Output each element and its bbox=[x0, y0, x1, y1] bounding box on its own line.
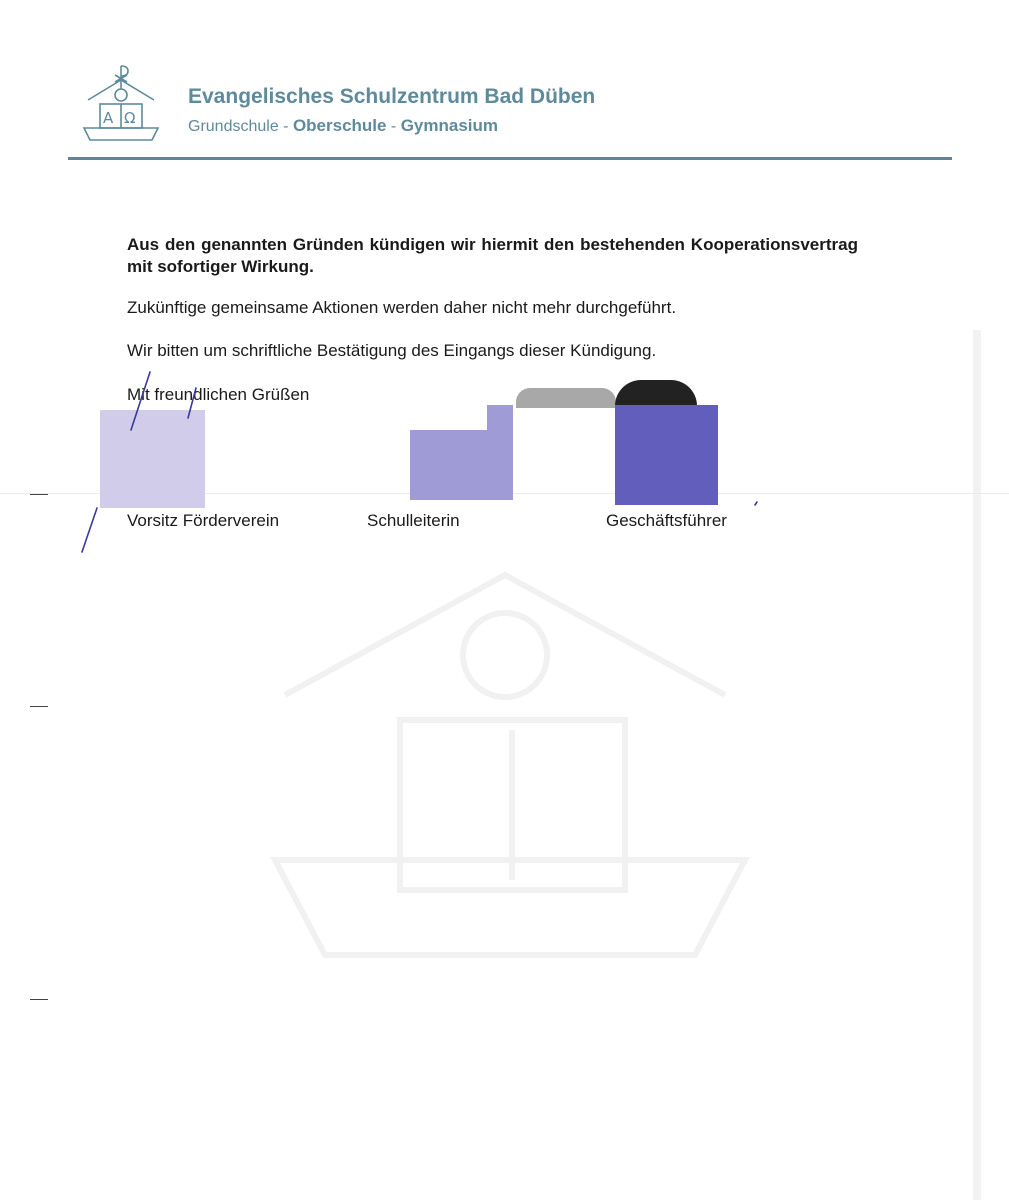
watermark-logo-icon bbox=[255, 555, 755, 975]
signature-label-schulleiterin: Schulleiterin bbox=[367, 511, 460, 530]
logo-omega-text: Ω bbox=[124, 109, 136, 127]
school-type-oberschule: Oberschule bbox=[292, 116, 387, 135]
separator: - bbox=[386, 118, 401, 135]
body-paragraph-confirmation: Wir bitten um schriftliche Bestätigung des Eingangs dieser Kündigung. bbox=[127, 341, 657, 360]
school-type-gymnasium: Gymnasium bbox=[400, 116, 499, 135]
school-name: Evangelisches Schulzentrum Bad Düben bbox=[188, 85, 596, 108]
separator: - bbox=[278, 118, 293, 135]
fold-mark bbox=[30, 999, 48, 1000]
punch-mark bbox=[30, 706, 48, 707]
signature-label-foerderverein: Vorsitz Förderverein bbox=[127, 511, 280, 530]
logo-alpha-text: A bbox=[103, 109, 114, 127]
signature-label-geschaeftsfuehrer: Geschäftsführer bbox=[606, 511, 727, 530]
body-paragraph-actions: Zukünftige gemeinsame Aktionen werden daher nicht mehr durchgeführt. bbox=[127, 298, 677, 317]
school-type-grundschule: Grundschule bbox=[188, 118, 279, 135]
closing-greeting: Mit freundlichen Grüßen bbox=[127, 385, 310, 404]
termination-paragraph: Aus den genannten Gründen kündigen wir hiermit den bestehenden Kooperationsvertrag mit sofortiger Wirkung. bbox=[127, 235, 858, 276]
